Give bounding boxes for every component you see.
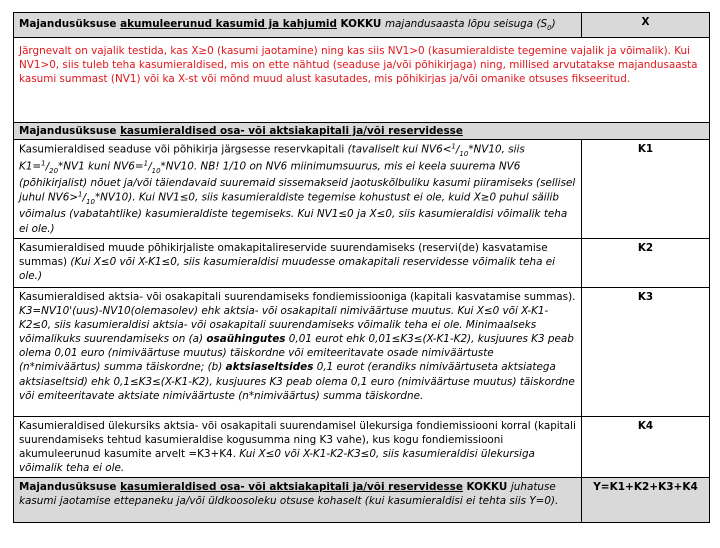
k4-text: Kasumieraldised ülekursiks aktsia- või osakapitali suurendamisel ülekursiga fondiemissiooni korral (kapitali suurendamiseks tehtud kasumieraldise kogusumma ning K3 vahe), kus kogu fondiemissiooni akumuleerunud kasumite arvelt =K3+K4. Kui X≤0 või X-K1-K2-K3≤0, siis kasumieraldisi ülekursiga võimalik teha ei ole. (14, 416, 582, 478)
k2-code: K2 (582, 238, 710, 287)
note-text: Järgnevalt on vajalik testida, kas X≥0 (kasumi jaotamine) ning kas siis NV1>0 (kasumieraldiste tegemine vajalik ja võimalik). Kui NV1>0, siis tuleb teha kasumieraldised, mis on ette nähtud (seaduse ja/või põhikirjaga) ning, millised arvutatakse majandusaasta kasumi summast (NV1) või ka X-st või mõnd muud alust kasutades, mis põhikirjas ja/või omanike otsuses fikseeritud. (14, 38, 710, 123)
k2-text: Kasumieraldised muude põhikirjaliste omakapitalireservide suurendamiseks (reservi(de) kasvatamise summas) (Kui X≤0 või X-K1≤0, siis kasumieraldisi muudesse omakapitali reservidesse võimalik teha ei ole.) (14, 238, 582, 287)
total-code: Y=K1+K2+K3+K4 (582, 478, 710, 523)
row-k4 (14, 416, 710, 478)
k3-code: K3 (582, 287, 710, 416)
k1-code: K1 (582, 140, 710, 239)
section-row (14, 123, 710, 140)
header-row (14, 13, 710, 38)
total-text: Majandusüksuse kasumieraldised osa- või aktsiakapitali ja/või reservidesse KOKKU juhatuse kasumi jaotamise ettepaneku ja/või üldkoosoleku otsuse kohaselt (kui kasumieraldisi ei tehta siis Y=0). (14, 478, 582, 523)
header-code: X (582, 13, 710, 38)
k1-text: Kasumieraldised seaduse või põhikirja järgsesse reservkapitali (tavaliselt kui $NV6<^1/_{10}*NV10$, siis $K1=^1/_{20}*NV1$ kuni $NV6=^1/_{10}*NV10$. NB! 1/10 on NV6 miinimumsuurus, mis ei keela suurema NV6 (põhikirjalist) nõuet ja/või täiendavaid suuremaid sissemakseid jaotuskõlbuliku kasumi piiramiseks (sellisel juhul $NV6>^1/_{10}*NV10$). Kui NV1≤0, siis kasumieraldiste tegemise kohustust ei ole, kuid X≥0 puhul säilib võimalus (vabatahtlike) kasumieraldiste tegemiseks. Kui NV1≤0 ja X≤0, siis kasumieraldisi võimalik teha ei ole.) (14, 140, 582, 239)
row-k3 (14, 287, 710, 416)
header-cell: Majandusüksuse akumuleerunud kasumid ja kahjumid KOKKU majandusaasta lõpu seisuga $(S_0)$ (14, 13, 582, 38)
document-table (13, 12, 710, 523)
row-k2 (14, 238, 710, 287)
k3-text: Kasumieraldised aktsia- või osakapitali suurendamiseks fondiemissiooniga (kapitali kasvatamise summas). K3=NV10'(uus)-NV10(olemasolev) ehk aktsia- või osakapitali nimiväärtuse muutus. Kui X≤0 või X-K1-K2≤0, siis kasumieraldisi aktsia- või osakapitali suurendamiseks võimalik teha ei ole. Minimaalseks võimalikuks suurendamiseks on (a) osaühingutes 0,01 eurot ehk 0,01≤K3≤(X-K1-K2), kusjuures K3 peab olema 0,01 euro (nimiväärtuse muutus) täiskordne või emiteeritavate osade nimiväärtuste (n*nimiväärtus) summa täiskordne; (b) aktsiaseltsides 0,1 eurot (erandiks nimiväärtuseta aktsiatega aktsiaseltsid) ehk 0,1≤K3≤(X-K1-K2), kusjuures K3 peab olema 0,1 euro (nimiväärtuse muutus) täiskordne või emiteeritavate aktsiate nimiväärtuste (n*nimiväärtus) summa täiskordne. (14, 287, 582, 416)
section-heading: Majandusüksuse kasumieraldised osa- või aktsiakapitali ja/või reservidesse (14, 123, 710, 140)
row-k1 (14, 140, 710, 239)
note-row (14, 38, 710, 123)
total-row (14, 478, 710, 523)
k4-code: K4 (582, 416, 710, 478)
